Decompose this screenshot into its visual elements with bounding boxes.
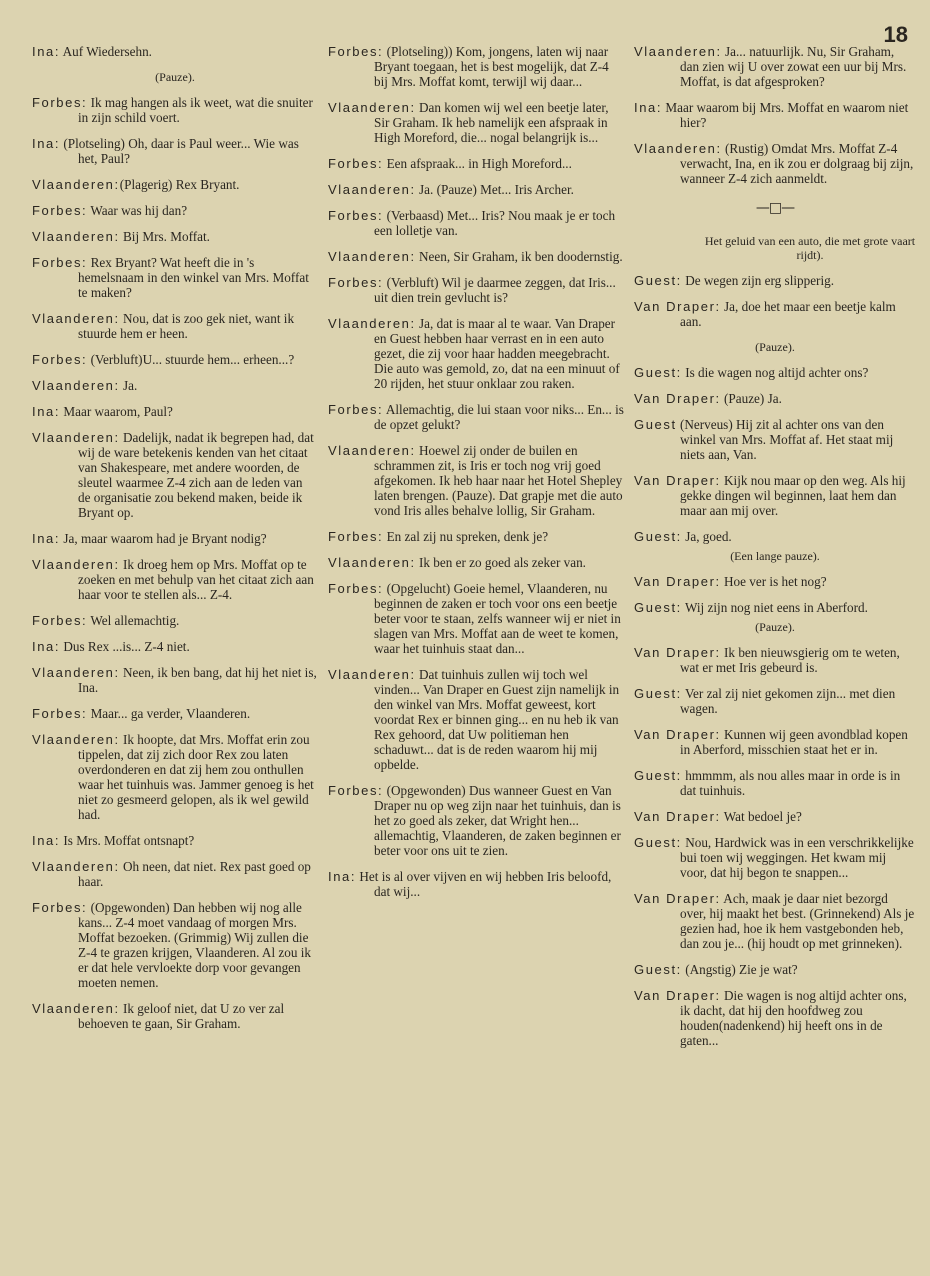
speaker-name: Forbes:: [328, 783, 384, 798]
dialogue-line: [32, 352, 318, 367]
dialogue-line: [634, 100, 916, 130]
dialogue-line: [328, 182, 624, 197]
speaker-name: Vlaanderen:: [634, 44, 722, 59]
dialogue-line: [634, 365, 916, 380]
dialogue-text: Hoe ver is het nog?: [720, 574, 827, 589]
speaker-name: Van Draper:: [634, 988, 721, 1003]
dialogue-line: [32, 1001, 318, 1031]
dialogue-line: [634, 891, 916, 951]
dialogue-text: Een afspraak... in High Moreford...: [383, 156, 572, 171]
stage-direction: (Pauze).: [155, 70, 195, 84]
dialogue-line: [634, 988, 916, 1048]
dialogue-line: [32, 531, 318, 546]
dialogue-text: Dat tuinhuis zullen wij toch wel vinden... Van Draper en Guest zijn namelijk in den winkel van Mrs. Moffat geweest, kort voordat Rex er binnen ging... en nu heb ik van Rex gehoord, dat Uw politieman hen schaduwt... dat is de reden waarom hij mij opbelde.: [374, 667, 620, 772]
dialogue-line: [328, 555, 624, 570]
stage-direction: Het geluid van een auto, die met grote vaart rijdt).: [704, 234, 916, 262]
dialogue-line: [328, 443, 624, 518]
dialogue-text: Ja. (Pauze) Met... Iris Archer.: [415, 182, 574, 197]
speaker-name: Vlaanderen:: [328, 182, 416, 197]
speaker-name: Guest:: [634, 600, 682, 615]
speaker-name: Vlaanderen:: [32, 430, 120, 445]
dialogue-text: hmmmm, als nou alles maar in orde is in dat tuinhuis.: [680, 768, 901, 798]
dialogue-line: [634, 473, 916, 518]
speaker-name: Forbes:: [32, 352, 88, 367]
speaker-name: Van Draper:: [634, 891, 721, 906]
dialogue-text: Ja.: [119, 378, 138, 393]
speaker-name: Ina:: [634, 100, 663, 115]
dialogue-line: [634, 835, 916, 880]
dialogue-text: Nou, dat is zoo gek niet, want ik stuurde hem er heen.: [78, 311, 295, 341]
dialogue-text: (Plotseling)) Kom, jongens, laten wij naar Bryant toegaan, het is best mogelijk, dat Z-4 bij Mrs. Moffat komt, terwijl wij daar...: [374, 44, 609, 89]
dialogue-text: Neen, ik ben bang, dat hij het niet is, Ina.: [78, 665, 317, 695]
dialogue-text: Ja, doe het maar een beetje kalm aan.: [680, 299, 896, 329]
dialogue-line: [32, 900, 318, 990]
dialogue-text: Dan komen wij wel een beetje later, Sir Graham. Ik heb namelijk een afspraak in High Moreford, die... nogal belangrijk is...: [374, 100, 609, 145]
stage-direction: (Pauze).: [755, 340, 795, 354]
dialogue-line: [634, 299, 916, 329]
dialogue-line: [32, 833, 318, 848]
dialogue-line: [328, 783, 624, 858]
speaker-name: Vlaanderen:: [328, 100, 416, 115]
dialogue-text: Ik geloof niet, dat U zo ver zal behoeven te gaan, Sir Graham.: [78, 1001, 285, 1031]
speaker-name: Guest:: [634, 962, 682, 977]
speaker-name: Vlaanderen:: [32, 311, 120, 326]
dialogue-line: [328, 208, 624, 238]
dialogue-line: [32, 639, 318, 654]
dialogue-line: [634, 809, 916, 824]
dialogue-text: Ja, maar waarom had je Bryant nodig?: [60, 531, 267, 546]
speaker-name: Forbes:: [328, 581, 384, 596]
dialogue-text: Het is al over vijven en wij hebben Iris beloofd, dat wij...: [356, 869, 612, 899]
dialogue-text: Ik mag hangen als ik weet, wat die snuiter in zijn schild voert.: [78, 95, 313, 125]
stage-direction: (Pauze).: [755, 620, 795, 634]
dialogue-line: [634, 686, 916, 716]
scene-break-symbol: —□—: [755, 200, 795, 216]
speaker-name: Vlaanderen:: [328, 555, 416, 570]
dialogue-text: Ach, maak je daar niet bezorgd over, hij maakt het best. (Grinnekend) Als je gezien had, hoe ik hem vastgebonden heb, dan zou je... (hij houdt op met grinneken).: [680, 891, 915, 951]
dialogue-line: [634, 141, 916, 186]
speaker-name: Vlaanderen:: [328, 667, 416, 682]
speaker-name: Vlaanderen:: [328, 443, 416, 458]
speaker-name: Guest:: [634, 529, 682, 544]
dialogue-text: (Verbluft)U... stuurde hem... erheen...?: [87, 352, 295, 367]
dialogue-text: Waar was hij dan?: [87, 203, 188, 218]
dialogue-text: (Opgewonden) Dan hebben wij nog alle kans... Z-4 moet vandaag of morgen Mrs. Moffat bezoeken. (Grimmig) Wij zullen die Z-4 te grazen krijgen, Vlaanderen. Al zou ik er dat hele vervloekte dorp voor gevangen moeten nemen.: [78, 900, 312, 990]
speaker-name: Forbes:: [328, 208, 384, 223]
speaker-name: Vlaanderen:: [32, 177, 120, 192]
dialogue-line: [634, 645, 916, 675]
dialogue-line: [328, 529, 624, 544]
dialogue-text: De wegen zijn erg slipperig.: [681, 273, 835, 288]
dialogue-text: Ja, goed.: [681, 529, 732, 544]
dialogue-text: Wij zijn nog niet eens in Aberford.: [681, 600, 868, 615]
speaker-name: Vlaanderen:: [32, 732, 120, 747]
dialogue-text: Auf Wiedersehn.: [60, 44, 152, 59]
text-columns: [0, 44, 930, 1059]
dialogue-line: [328, 100, 624, 145]
dialogue-line: [328, 667, 624, 772]
speaker-name: Van Draper:: [634, 391, 721, 406]
dialogue-line: [328, 316, 624, 391]
dialogue-line: [32, 177, 318, 192]
speaker-name: Vlaanderen:: [32, 665, 120, 680]
speaker-name: Vlaanderen:: [328, 316, 416, 331]
dialogue-text: Dus Rex ...is... Z-4 niet.: [60, 639, 190, 654]
dialogue-line: [32, 203, 318, 218]
dialogue-line: [32, 311, 318, 341]
speaker-name: Van Draper:: [634, 645, 721, 660]
dialogue-text: Maar... ga verder, Vlaanderen.: [87, 706, 251, 721]
speaker-name: Forbes:: [328, 402, 384, 417]
dialogue-text: Dadelijk, nadat ik begrepen had, dat wij de ware betekenis kenden van het citaat van Shakespeare, met andere woorden, de sleutel waarmee Z-4 zich aan de leden van de organisatie zou bekend maken, beide ik Bryant op.: [78, 430, 314, 520]
dialogue-line: [32, 430, 318, 520]
dialogue-text: Nou, Hardwick was in een verschrikkelijke bui toen wij weggingen. Het kwam mij voor, dat hij begon te snappen...: [680, 835, 914, 880]
dialogue-text: Is die wagen nog altijd achter ons?: [681, 365, 869, 380]
dialogue-text: (Nerveus) Hij zit al achter ons van den winkel van Mrs. Moffat af. Het staat mij niets aan, Van.: [676, 417, 894, 462]
speaker-name: Forbes:: [32, 900, 88, 915]
speaker-name: Forbes:: [328, 156, 384, 171]
speaker-name: Forbes:: [32, 203, 88, 218]
dialogue-text: Ja, dat is maar al te waar. Van Draper en Guest hebben haar verrast en in een auto gezet, die zij voor haar hadden meegebracht. Die auto was gemold, zo, dat na een minuut of 20 rijden, het stuur onklaar zou raken.: [374, 316, 620, 391]
speaker-name: Ina:: [32, 833, 61, 848]
dialogue-line: [634, 391, 916, 406]
speaker-name: Van Draper:: [634, 574, 721, 589]
dialogue-line: [328, 44, 624, 89]
dialogue-line: [32, 404, 318, 419]
dialogue-line: [634, 600, 916, 615]
speaker-name: Van Draper:: [634, 727, 721, 742]
page-number: 18: [883, 22, 908, 47]
dialogue-text: Ik ben nieuwsgierig om te weten, wat er met Iris gebeurd is.: [680, 645, 900, 675]
dialogue-line: [32, 613, 318, 628]
dialogue-line: [328, 156, 624, 171]
dialogue-text: Maar waarom, Paul?: [60, 404, 173, 419]
dialogue-line: [32, 859, 318, 889]
dialogue-text: Ver zal zij niet gekomen zijn... met dien wagen.: [680, 686, 896, 716]
speaker-name: Ina:: [32, 136, 61, 151]
speaker-name: Ina:: [328, 869, 357, 884]
dialogue-text: Ik ben er zo goed als zeker van.: [415, 555, 586, 570]
speaker-name: Ina:: [32, 639, 61, 654]
dialogue-text: Wel allemachtig.: [87, 613, 180, 628]
dialogue-text: Die wagen is nog altijd achter ons, ik dacht, dat hij den hoofdweg zou houden(nadenkend) hij heeft ons in de gaten...: [680, 988, 907, 1048]
dialogue-line: [634, 727, 916, 757]
dialogue-text: Ja... natuurlijk. Nu, Sir Graham, dan zien wij U over zowat een uur bij Mrs. Moffat, is dat afgesproken?: [680, 44, 907, 89]
speaker-name: Vlaanderen:: [32, 378, 120, 393]
dialogue-text: (Verbaasd) Met... Iris? Nou maak je er toch een lolletje van.: [374, 208, 616, 238]
dialogue-line: [32, 95, 318, 125]
speaker-name: Forbes:: [328, 529, 384, 544]
speaker-name: Forbes:: [32, 255, 88, 270]
speaker-name: Guest:: [634, 365, 682, 380]
dialogue-text: Kunnen wij geen avondblad kopen in Aberford, misschien staat het er in.: [680, 727, 908, 757]
dialogue-text: Neen, Sir Graham, ik ben doodernstig.: [415, 249, 623, 264]
speaker-name: Ina:: [32, 44, 61, 59]
dialogue-line: [32, 44, 318, 59]
speaker-name: Van Draper:: [634, 809, 721, 824]
dialogue-line: [634, 529, 916, 544]
dialogue-line: [32, 665, 318, 695]
speaker-name: Vlaanderen:: [634, 141, 722, 156]
dialogue-line: [634, 417, 916, 462]
dialogue-text: (Plotseling) Oh, daar is Paul weer... Wie was het, Paul?: [60, 136, 299, 166]
speaker-name: Forbes:: [32, 95, 88, 110]
speaker-name: Guest:: [634, 835, 682, 850]
dialogue-text: Is Mrs. Moffat ontsnapt?: [60, 833, 195, 848]
speaker-name: Vlaanderen:: [32, 1001, 120, 1016]
dialogue-line: [328, 249, 624, 264]
dialogue-text: Ik droeg hem op Mrs. Moffat op te zoeken en met behulp van het citaat zich aan haar voor te stellen als... Z-4.: [78, 557, 314, 602]
dialogue-line: [634, 273, 916, 288]
dialogue-line: [328, 581, 624, 656]
dialogue-text: Wat bedoel je?: [720, 809, 802, 824]
speaker-name: Forbes:: [328, 44, 384, 59]
speaker-name: Van Draper:: [634, 299, 721, 314]
speaker-name: Forbes:: [32, 613, 88, 628]
dialogue-line: [32, 378, 318, 393]
dialogue-line: [32, 706, 318, 721]
dialogue-line: [32, 557, 318, 602]
dialogue-text: Hoewel zij onder de builen en schrammen zit, is Iris er toch nog vrij goed afgekomen. Ik heb haar naar het Hotel Shepley laten brengen. (Pauze). Dat grapje met die auto vond Iris alles behalve lollig, Sir Graham.: [374, 443, 623, 518]
dialogue-line: [634, 574, 916, 589]
dialogue-line: [32, 255, 318, 300]
speaker-name: Ina:: [32, 531, 61, 546]
dialogue-text: (Pauze) Ja.: [720, 391, 782, 406]
column-3: [628, 44, 930, 1059]
column-2: [322, 44, 628, 1059]
dialogue-text: (Angstig) Zie je wat?: [681, 962, 798, 977]
speaker-name: Forbes:: [32, 706, 88, 721]
speaker-name: Guest:: [634, 273, 682, 288]
dialogue-line: [634, 44, 916, 89]
speaker-name: Vlaanderen:: [32, 859, 120, 874]
speaker-name: Vlaanderen:: [32, 557, 120, 572]
speaker-name: Vlaanderen:: [328, 249, 416, 264]
dialogue-text: (Opgelucht) Goeie hemel, Vlaanderen, nu beginnen de zaken er toch voor ons een beetje beter voor te staan, zelfs wanneer wij er niet in slagen van Mrs. Moffat aan de weet te komen, waar het tuinhuis staat dan...: [374, 581, 621, 656]
dialogue-text: (Plagerig) Rex Bryant.: [119, 177, 240, 192]
speaker-name: Guest: [634, 417, 677, 432]
dialogue-line: [328, 402, 624, 432]
dialogue-text: Allemachtig, die lui staan voor niks... En... is de opzet gelukt?: [374, 402, 624, 432]
dialogue-line: [32, 229, 318, 244]
dialogue-text: En zal zij nu spreken, denk je?: [383, 529, 549, 544]
dialogue-line: [32, 732, 318, 822]
speaker-name: Guest:: [634, 686, 682, 701]
column-1: [0, 44, 322, 1059]
dialogue-text: Rex Bryant? Wat heeft die in 's hemelsnaam in den winkel van Mrs. Moffat te maken?: [78, 255, 309, 300]
dialogue-text: Maar waarom bij Mrs. Moffat en waarom niet hier?: [662, 100, 909, 130]
speaker-name: Guest:: [634, 768, 682, 783]
dialogue-text: Oh neen, dat niet. Rex past goed op haar.: [78, 859, 311, 889]
stage-direction: (Een lange pauze).: [730, 549, 820, 563]
dialogue-text: (Rustig) Omdat Mrs. Moffat Z-4 verwacht, Ina, en ik zou er dolgraag bij zijn, wanneer Z-4 zich aanmeldt.: [680, 141, 914, 186]
speaker-name: Van Draper:: [634, 473, 721, 488]
dialogue-text: (Opgewonden) Dus wanneer Guest en Van Draper nu op weg zijn naar het tuinhuis, dan is het zo goed als zeker, dat Wright hen... allemachtig, Vlaanderen, de zaken beginnen er beter voor ons uit te zien.: [374, 783, 621, 858]
dialogue-line: [328, 275, 624, 305]
dialogue-text: Bij Mrs. Moffat.: [119, 229, 210, 244]
dialogue-line: [634, 768, 916, 798]
dialogue-line: [634, 962, 916, 977]
speaker-name: Forbes:: [328, 275, 384, 290]
dialogue-text: Ik hoopte, dat Mrs. Moffat erin zou tippelen, dat zij zich door Rex zou laten overdonderen en dat zij hem zou onthullen waar het tuinhuis was. Jammer genoeg is het niet zo gesmeerd gelopen, als ik wel gewild had.: [78, 732, 314, 822]
dialogue-line: [32, 136, 318, 166]
dialogue-line: [328, 869, 624, 899]
dialogue-text: (Verbluft) Wil je daarmee zeggen, dat Iris... uit dien trein gevlucht is?: [374, 275, 616, 305]
dialogue-text: Kijk nou maar op den weg. Als hij gekke dingen wil beginnen, laat hem dan maar aan mij over.: [680, 473, 906, 518]
speaker-name: Ina:: [32, 404, 61, 419]
speaker-name: Vlaanderen:: [32, 229, 120, 244]
